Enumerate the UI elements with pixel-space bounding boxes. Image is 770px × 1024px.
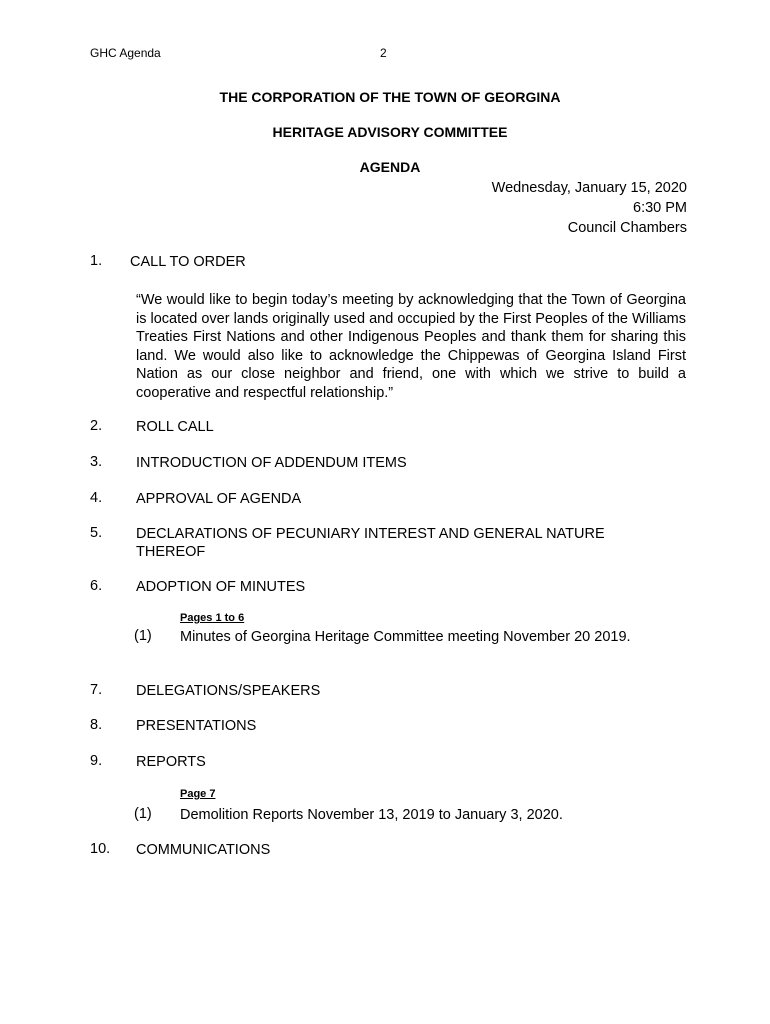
agenda-item-communications: COMMUNICATIONS	[136, 842, 271, 858]
meeting-time: 6:30 PM	[633, 200, 687, 216]
agenda-item-number: 4.	[90, 490, 103, 506]
agenda-item-number: 9.	[90, 753, 103, 769]
agenda-item-presentations: PRESENTATIONS	[136, 718, 257, 734]
agenda-item-approval: APPROVAL OF AGENDA	[136, 491, 302, 507]
agenda-item-number: 1.	[90, 253, 103, 269]
agenda-item-reports: REPORTS	[136, 754, 206, 770]
agenda-item-number: 7.	[90, 682, 103, 698]
agenda-title: AGENDA	[359, 159, 421, 175]
meeting-date: Wednesday, January 15, 2020	[491, 180, 687, 196]
agenda-item-delegations: DELEGATIONS/SPEAKERS	[136, 683, 321, 699]
agenda-item-number: 5.	[90, 525, 103, 541]
page-reference: Pages 1 to 6	[180, 612, 245, 624]
running-header-title: GHC Agenda	[90, 46, 161, 60]
meeting-location: Council Chambers	[567, 220, 687, 236]
page-number: 2	[380, 46, 387, 60]
sub-item-minutes: Minutes of Georgina Heritage Committee meeting November 20 2019.	[180, 629, 631, 645]
agenda-item-number: 3.	[90, 454, 103, 470]
corporation-title: THE CORPORATION OF THE TOWN OF GEORGINA	[219, 89, 561, 105]
agenda-item-minutes: ADOPTION OF MINUTES	[136, 579, 306, 595]
page-reference: Page 7	[180, 788, 216, 800]
agenda-item-number: 8.	[90, 717, 103, 733]
agenda-item-roll-call: ROLL CALL	[136, 419, 214, 435]
agenda-item-number: 10.	[90, 841, 111, 857]
sub-item-demolition-reports: Demolition Reports November 13, 2019 to January 3, 2020.	[180, 807, 563, 823]
meeting-details	[492, 178, 687, 238]
sub-item-number: (1)	[134, 806, 152, 822]
agenda-item-call-to-order: CALL TO ORDER	[130, 254, 246, 270]
agenda-item-addendum: INTRODUCTION OF ADDENDUM ITEMS	[136, 455, 407, 471]
agenda-item-declarations: DECLARATIONS OF PECUNIARY INTEREST AND GENERAL NATURE THEREOF	[136, 526, 605, 560]
committee-title: HERITAGE ADVISORY COMMITTEE	[272, 124, 508, 140]
sub-item-number: (1)	[134, 628, 152, 644]
land-acknowledgement: “We would like to begin today’s meeting by acknowledging that the Town of Georgina is located over lands originally used and occupied by the First Peoples of the Williams Treaties First Nations and other Indigenous Peoples and thank them for sharing this land. We would also like to acknowledge the Chippewas of Georgina Island First Nation as our close neighbor and friend, one with which we strive to build a cooperative and respectful relationship.”	[136, 292, 686, 401]
agenda-item-number: 6.	[90, 578, 103, 594]
agenda-item-number: 2.	[90, 418, 103, 434]
